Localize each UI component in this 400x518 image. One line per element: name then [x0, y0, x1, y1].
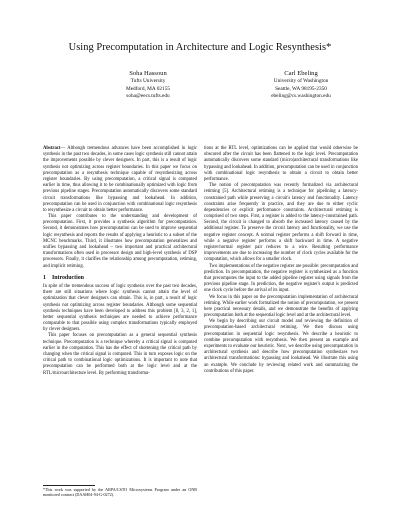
author-block-2: [236, 69, 366, 101]
author-email: ebeling@cs.washington.edu: [271, 93, 331, 100]
abstract-paragraph: This paper contributes to the understanding and development of precomputation. First, it provides a synthesis algorithm for precomputation. Second, it demonstrates how precomputation can be used to improve sequential logic resynthesis and reports the results of applying a heuristic to a subset of the MCNC benchmarks. Third, it illustrates how precomputation generalizes and unifies bypassing and lookahead – two important and practical architectural transformations often used in processor design and high-level synthesis of DSP processors. Finally, it clarifies the relationship among precomputation, retiming, and implicit retiming.: [43, 214, 197, 269]
body-paragraph: tions at the RTL level, optimizations can be applied that would otherwise be obscured after the circuit has been flattened to the logic level. Precomputation automatically discovers some standard (micro)architectural transformations like bypassing and lookahead. In addition, precomputation can be used in conjunction with combinational logic resynthesis to obtain a circuit to obtain better performance.: [204, 146, 358, 182]
author-affiliation: Tufts University: [130, 78, 166, 84]
author-email: soha@eecs.tufts.edu: [126, 93, 170, 100]
body-paragraph: Two implementations of the negative register are possible: precomputation and prediction. In precomputation, the negative register is synthesized as a function that precomputes the input to the added pipeline register using signals from the previous pipeline stage. In prediction, the negative register's output is predicted one clock cycle before the arrival of its input.: [204, 263, 358, 294]
body-paragraph: We begin by describing our circuit model and reviewing the definition of precomputation-based architectural retiming. We then discuss using precomputation in sequential logic resynthesis. We describe a heuristic to combine precomputation with resynthesis. We then present an example and experiments to evaluate our heuristic. Next, we describe using precomputation in architectural synthesis and describe how precomputation synthesizes two architectural transformations: bypassing and lookahead. We illustrate this using an example. We conclude by reviewing related work and summarizing the contributions of this paper.: [204, 319, 358, 374]
body-paragraph: The notion of precomputation was recently formalized via architectural retiming [5]. Architectural retiming is a technique for pipelining a latency-constrained path while preserving a circuit's latency and functionality. Latency constraints arise frequently in practice, and they are due to either cyclic dependencies or explicit performance constraints. Architectural retiming is comprised of two steps. First, a register is added to the latency-constrained path. Second, the circuit is changed to absorb the increased latency caused by the additional register. To preserve the circuit latency and functionality, we use the negative register concept. A normal register performs a shift forward in time, while a negative register performs a shift backward in time. A negative register/normal register pair reduces to a wire. Resulting performance improvements are due to increasing the number of clock cycles available for the computation, which allows for a smaller clock.: [204, 183, 358, 263]
paper-title: Using Precomputation in Architecture and Logic Resynthesis*: [68, 42, 332, 53]
author-location: Medford, MA 02155: [126, 85, 170, 92]
author-location: Seattle, WA 98195-2350: [275, 85, 327, 92]
footnote-rule: [43, 485, 95, 486]
body-paragraph: In spite of the tremendous success of logic synthesis over the past two decades, there are still situations where logic synthesis cannot attain the level of optimization that clever designers can obtain. This is, in part, a result of logic synthesis not optimizing across register boundaries. Although some sequential synthesis techniques have been developed to address this problem [8, 3, 2, 1], better sequential synthesis techniques are needed to achieve performance comparable to that possible using complex transformations typically employed by clever designers.: [43, 283, 197, 333]
author-affiliation: University of Washington: [273, 78, 329, 84]
body-paragraph: This paper focuses on precomputation as a general sequential synthesis technique. Precomputation is a technique whereby a critical signal is computed earlier in the computation. This has the effect of shortening the critical path by changing when the critical signal is computed. This in turn exposes logic on the critical path to combinational logic optimizations. It is important to note that precomputation can be performed both at the logic level and at the RTL/microarchitecture level. By performing transforma-: [43, 333, 197, 376]
body-paragraph: We focus in this paper on the precomputation implementation of architectural retiming. While earlier work formalized the notion of precomputation, we present here practical necessary details, and we demonstrate the benefits of applying precomputation both at the sequential logic level and at the architectural level.: [204, 294, 358, 319]
abstract-paragraph: [43, 146, 197, 214]
left-column: [43, 146, 197, 377]
section-title: Introduction: [51, 274, 84, 281]
author-block-1: [83, 69, 213, 101]
section-number: 1: [43, 274, 46, 281]
abstract-text: — Although tremendous advances have been accomplished in logic synthesis in the past two decades, in some cases logic synthesis still cannot attain the improvements possible by clever designers. In part, this is a result of logic synthesis not optimizing across register boundaries. In this paper we focus on precomputation as a resynthesis technique capable of resynthesizing across register boundaries. By using precomputation, a critical signal is computed earlier in time, thus allowing it to be combinationally optimized with logic from previous pipeline stages. Precomputation automatically discovers some standard circuit transformations like bypassing and lookahead. In addition, precomputation can be used in conjunction with combinational logic resynthesis to resynthesize a circuit to obtain better performance.: [43, 146, 197, 213]
footnote: *This work was supported by the ARPA/CSTO Microsystems Program under an ONR monitored contract (DAAH04-94-G-0272).: [43, 487, 197, 498]
abstract-label: Abstract: [43, 146, 61, 151]
author-name: Soha Hassoun: [129, 70, 167, 77]
right-column: [204, 146, 358, 375]
section-heading: [43, 275, 197, 281]
author-name: Carl Ebeling: [284, 70, 318, 77]
